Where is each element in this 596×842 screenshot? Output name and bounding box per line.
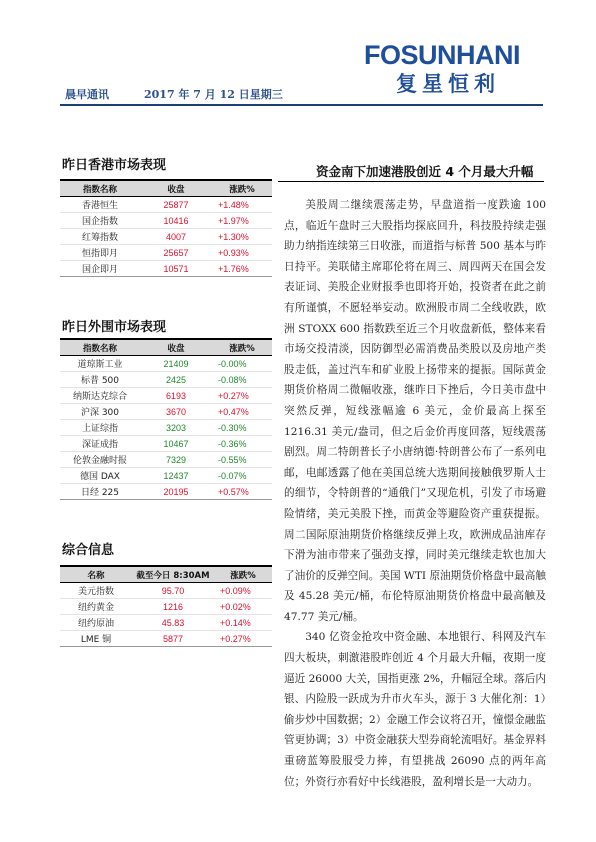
- change-pct-cell: -0.00%: [212, 356, 272, 372]
- article-paragraph: 340 亿资金抢攻中资金融、本地银行、科网及汽车四大板块，刺激港股昨创近 4 个月最大升幅，夜期一度逼近 26000 大关，国指更涨 2%，升幅冠全球。落后内银、内险股一跃成为升市火车头，源于 3 大催化剂：1）偷步炒中国数据；2）金融工作会议将召开，憧憬金融监管更协调；3）中资金融获大型券商轮流唱好。基金界料重磅蓝筹股服受力捧，有望挑战 26090 点的两年高位；外资行亦看好中长线港股，盈利增长是一大动力。: [284, 631, 546, 788]
- index-name-cell: 伦敦金融时报: [60, 452, 140, 468]
- table-row: [60, 420, 272, 436]
- table-row: [60, 615, 272, 631]
- index-name-cell: 上证综指: [60, 420, 140, 436]
- report-date: 2017 年 7 月 12 日星期三: [144, 88, 283, 101]
- change-pct-cell: +0.57%: [212, 484, 272, 500]
- change-pct-cell: +0.02%: [214, 599, 272, 615]
- table-row: [60, 388, 272, 404]
- close-value-cell: 3670: [140, 404, 212, 420]
- col-close-header: 收盘: [140, 339, 212, 356]
- index-name-cell: LME 铜: [60, 631, 132, 647]
- general-info-title: 综合信息: [62, 543, 115, 558]
- index-name-cell: 美元指数: [60, 583, 132, 599]
- change-pct-cell: +0.47%: [212, 404, 272, 420]
- change-pct-cell: +0.93%: [212, 245, 272, 261]
- header-divider: [60, 104, 543, 106]
- overseas-market-table: [60, 338, 272, 500]
- close-value-cell: 5877: [132, 631, 214, 647]
- close-value-cell: 2425: [140, 372, 212, 388]
- table-row: [60, 484, 272, 500]
- table-row: [60, 583, 272, 599]
- change-pct-cell: +1.97%: [212, 213, 272, 229]
- close-value-cell: 20195: [140, 484, 212, 500]
- brand-logo-en: FOSUNHANI: [364, 40, 520, 70]
- change-pct-cell: -0.08%: [212, 372, 272, 388]
- table-row: [60, 452, 272, 468]
- change-pct-cell: -0.55%: [212, 452, 272, 468]
- table-row: [60, 372, 272, 388]
- col-name-header: 指数名称: [60, 180, 140, 197]
- table-row: [60, 631, 272, 647]
- close-value-cell: 4007: [140, 229, 212, 245]
- index-name-cell: 德国 DAX: [60, 468, 140, 484]
- col-change-header: 涨跌%: [212, 339, 272, 356]
- index-name-cell: 国企指数: [60, 213, 140, 229]
- table-row: [60, 356, 272, 372]
- col-name-header: 名称: [60, 566, 132, 583]
- close-value-cell: 1216: [132, 599, 214, 615]
- close-value-cell: 10467: [140, 436, 212, 452]
- change-pct-cell: +1.76%: [212, 261, 272, 277]
- index-name-cell: 标普 500: [60, 372, 140, 388]
- change-pct-cell: +0.27%: [212, 388, 272, 404]
- close-value-cell: 10416: [140, 213, 212, 229]
- table-row: [60, 468, 272, 484]
- index-name-cell: 国企即月: [60, 261, 140, 277]
- change-pct-cell: -0.30%: [212, 420, 272, 436]
- change-pct-cell: -0.36%: [212, 436, 272, 452]
- table-row: [60, 436, 272, 452]
- table-row: [60, 229, 272, 245]
- close-value-cell: 45.83: [132, 615, 214, 631]
- table-row: [60, 245, 272, 261]
- general-info-table: [60, 565, 272, 647]
- index-name-cell: 香港恒生: [60, 197, 140, 213]
- index-name-cell: 纽约原油: [60, 615, 132, 631]
- close-value-cell: 95.70: [132, 583, 214, 599]
- index-name-cell: 恒指即月: [60, 245, 140, 261]
- table-row: [60, 261, 272, 277]
- close-value-cell: 21409: [140, 356, 212, 372]
- article-paragraph: 美股周二继续震荡走势，早盘道指一度跌逾 100 点，临近午盘时三大股指均探底回升，科技股持续走强助力纳指连续第三日收涨，而道指与标普 500 基本与昨日持平。美联储主席耶伦将在周三、周四两天在国会发表证词、美股企业财报季也即将开始，投资者在此之前有所谨慎，不愿轻举妄动。欧洲股市周二全线收跌，欧洲 STOXX 600 指数跌至近三个月收盘新低，整体来看市场交投清淡，因防御型必需消费品类股以及房地产类股走低，盖过汽车和矿业股上扬带来的提振。国际黄金期货价格周二微幅收涨，继昨日下挫后，今日美市盘中突然反弹，短线涨幅逾 6 美元，金价最高上探至 1216.31 美元/盎司，但之后金价再度回落，短线震荡剧烈。周二特朗普长子小唐纳德·特朗普公布了一系列电邮，电邮透露了他在美国总统大选期间接触俄罗斯人士的细节，令特朗普的“通俄门”又现危机，引发了市场避险情绪，美元美股下挫，而黄金等避险资产重获提振。周二国际原油期货价格继续反弹上攻，欧洲成品油库存下滑为油市带来了强劲支撑，同时美元继续走软也加大了油价的反弹空间。美国 WTI 原油期货价格盘中最高触及 45.28 美元/桶，布伦特原油期货价格盘中最高触及 47.77 美元/桶。: [284, 199, 546, 623]
- index-name-cell: 深证成指: [60, 436, 140, 452]
- col-change-header: 涨跌%: [214, 566, 272, 583]
- change-pct-cell: +0.14%: [214, 615, 272, 631]
- article-title: 资金南下加速港股创近 4 个月最大升幅: [316, 164, 534, 179]
- close-value-cell: 12437: [140, 468, 212, 484]
- close-value-cell: 7329: [140, 452, 212, 468]
- col-close-header: 截至今日 8:30AM: [132, 566, 214, 583]
- table-row: [60, 404, 272, 420]
- change-pct-cell: +1.48%: [212, 197, 272, 213]
- change-pct-cell: +0.09%: [214, 583, 272, 599]
- close-value-cell: 10571: [140, 261, 212, 277]
- close-value-cell: 25657: [140, 245, 212, 261]
- article-body: [284, 195, 546, 792]
- index-name-cell: 红筹指数: [60, 229, 140, 245]
- overseas-market-title: 昨日外围市场表现: [62, 320, 167, 335]
- index-name-cell: 沪深 300: [60, 404, 140, 420]
- article-divider: [278, 181, 544, 182]
- index-name-cell: 纽约黄金: [60, 599, 132, 615]
- col-name-header: 指数名称: [60, 339, 140, 356]
- close-value-cell: 3203: [140, 420, 212, 436]
- col-change-header: 涨跌%: [212, 180, 272, 197]
- brand-logo-cn: 复星恒利: [396, 72, 500, 96]
- close-value-cell: 6193: [140, 388, 212, 404]
- change-pct-cell: -0.07%: [212, 468, 272, 484]
- col-close-header: 收盘: [140, 180, 212, 197]
- table-row: [60, 599, 272, 615]
- hk-market-table: [60, 179, 272, 277]
- report-name: 晨早通讯: [65, 88, 109, 101]
- close-value-cell: 25877: [140, 197, 212, 213]
- index-name-cell: 纳斯达克综合: [60, 388, 140, 404]
- change-pct-cell: +1.30%: [212, 229, 272, 245]
- table-row: [60, 197, 272, 213]
- hk-market-title: 昨日香港市场表现: [62, 158, 167, 173]
- table-row: [60, 213, 272, 229]
- change-pct-cell: +0.27%: [214, 631, 272, 647]
- index-name-cell: 日经 225: [60, 484, 140, 500]
- index-name-cell: 道琼斯工业: [60, 356, 140, 372]
